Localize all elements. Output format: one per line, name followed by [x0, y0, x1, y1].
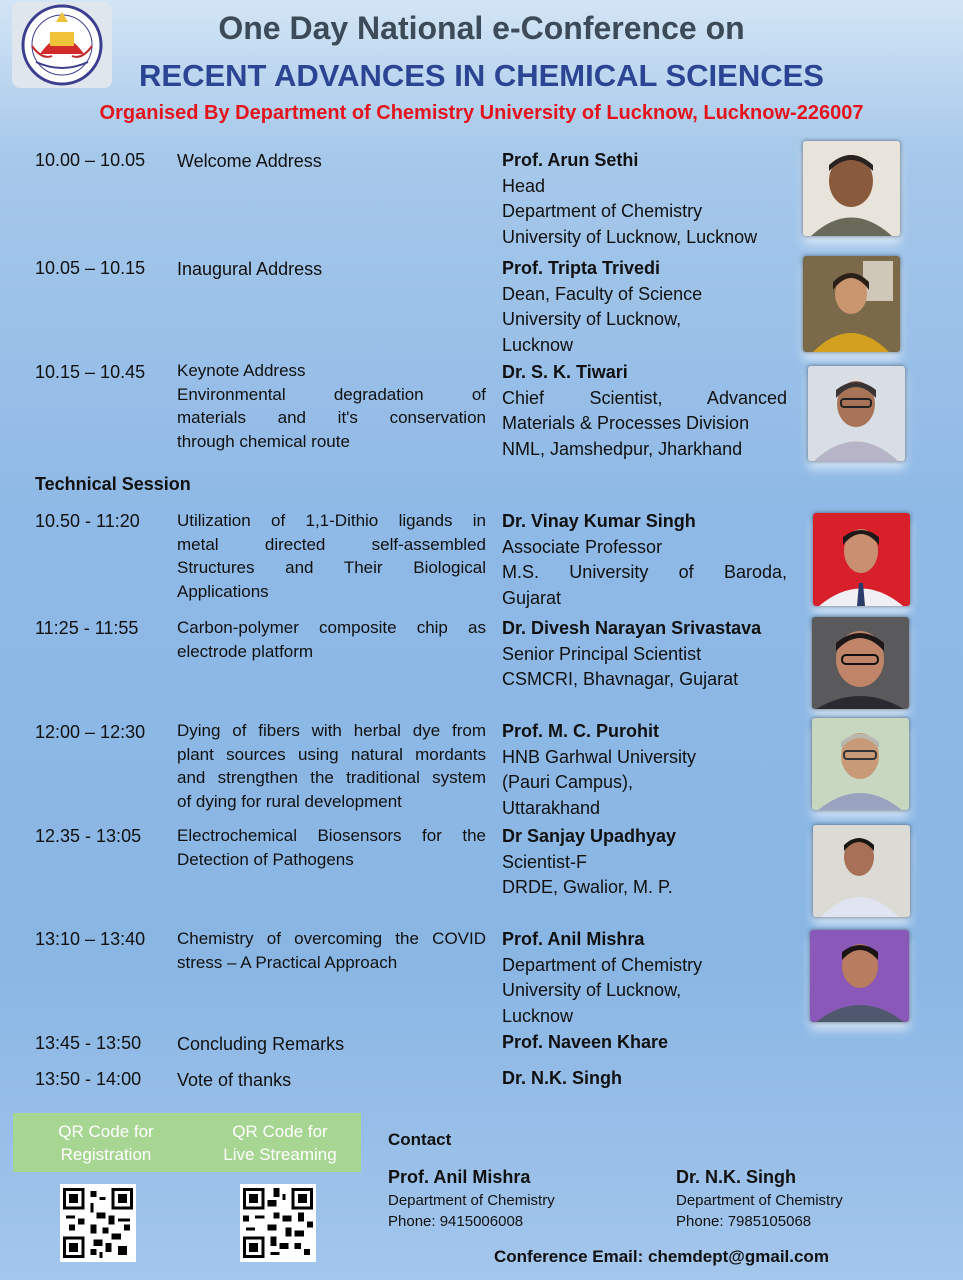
- contact-name: Dr. N.K. Singh: [676, 1167, 797, 1187]
- speaker-name: Prof. Anil Mishra: [502, 929, 645, 949]
- session-topic: Welcome Address: [177, 151, 322, 171]
- speaker-name: Prof. Naveen Khare: [502, 1032, 669, 1052]
- session-topic: Inaugural Address: [177, 259, 323, 279]
- speaker-photo: [813, 825, 910, 917]
- qr-streaming-label: QR Code for Live Streaming: [223, 1122, 337, 1164]
- speaker-info: Dr. Divesh Narayan Srivastava Senior Principal Scientist CSMCRI, Bhavnagar, Gujarat: [502, 616, 787, 693]
- speaker-info: Dr. Vinay Kumar Singh Associate Professor M.S. University of Baroda, Gujarat: [502, 511, 787, 608]
- qr-registration-label: QR Code for Registration: [58, 1122, 154, 1164]
- contact-dept: Department of Chemistry: [388, 1192, 555, 1209]
- speaker-photo: [810, 930, 909, 1022]
- session-time: 10.05 – 10.15: [35, 258, 146, 278]
- contact-name: Prof. Anil Mishra: [388, 1167, 531, 1187]
- session-topic: Vote of thanks: [177, 1070, 292, 1090]
- speaker-info: [502, 1066, 787, 1092]
- session-time: 13:10 – 13:40: [35, 929, 146, 949]
- speaker-photo: [813, 513, 910, 606]
- speaker-photo: [803, 141, 900, 236]
- session-time: 12:00 – 12:30: [35, 722, 146, 742]
- speaker-photo: [812, 718, 909, 810]
- qr-code-live-streaming[interactable]: [240, 1184, 316, 1262]
- contact-dept: Department of Chemistry: [676, 1192, 843, 1209]
- speaker-info: Prof. Arun Sethi Head Department of Chemistry University of Lucknow, Lucknow: [502, 148, 787, 250]
- session-topic: Chemistry of overcoming the COVID stress – A Practical Approach: [177, 929, 486, 972]
- session-topic: Dying of fibers with herbal dye from plant sources using natural mordants and strengthen the traditional system of dying for rural development: [177, 721, 486, 811]
- contact-phone: Phone: 7985105068: [676, 1213, 812, 1230]
- speaker-photo: [803, 256, 900, 352]
- session-topic: Utilization of 1,1-Dithio ligands in metal directed self-assembled Structures and Their Biological Applications: [177, 511, 486, 601]
- contact-phone: Phone: 9415006008: [388, 1213, 524, 1230]
- speaker-info: Dr Sanjay Upadhyay Scientist-F DRDE, Gwalior, M. P.: [502, 824, 787, 901]
- contact-heading: Contact: [388, 1130, 452, 1149]
- session-time: 10.00 – 10.05: [35, 150, 146, 170]
- session-time: 10.15 – 10.45: [35, 362, 146, 382]
- session-time: 10.50 - 11:20: [35, 511, 140, 531]
- session-time: 13:45 - 13:50: [35, 1033, 142, 1053]
- session-topic: Concluding Remarks: [177, 1034, 345, 1054]
- speaker-info: Prof. M. C. Purohit HNB Garhwal University (Pauri Campus), Uttarakhand: [502, 719, 787, 821]
- session-topic: Carbon-polymer composite chip as electrode platform: [177, 618, 486, 661]
- technical-session-heading: Technical Session: [35, 474, 191, 494]
- conference-email[interactable]: Conference Email: chemdept@gmail.com: [494, 1247, 829, 1266]
- speaker-photo: [808, 366, 905, 461]
- speaker-info: [502, 1030, 787, 1056]
- speaker-name: Dr. Vinay Kumar Singh: [502, 511, 696, 531]
- session-time: 11:25 - 11:55: [35, 618, 139, 638]
- session-topic: Keynote Address Environmental degradation of materials and it's conservation through chemical route: [177, 361, 486, 451]
- speaker-name: Dr. Divesh Narayan Srivastava: [502, 618, 762, 638]
- speaker-info: Prof. Tripta Trivedi Dean, Faculty of Science University of Lucknow, Lucknow: [502, 256, 787, 358]
- session-time: 13:50 - 14:00: [35, 1069, 142, 1089]
- speaker-name: Prof. Arun Sethi: [502, 150, 639, 170]
- conference-title-line1: One Day National e-Conference on: [218, 10, 745, 46]
- organiser-line: Organised By Department of Chemistry University of Lucknow, Lucknow-226007: [99, 102, 864, 124]
- speaker-name: Dr Sanjay Upadhyay: [502, 826, 677, 846]
- session-time: 12.35 - 13:05: [35, 826, 142, 846]
- speaker-photo: [812, 617, 909, 709]
- speaker-info: Dr. S. K. Tiwari Chief Scientist, Advanced Materials & Processes Division NML, Jamshedpur, Jharkhand: [502, 362, 787, 459]
- speaker-name: Dr. S. K. Tiwari: [502, 362, 628, 382]
- conference-title-line2: RECENT ADVANCES IN CHEMICAL SCIENCES: [139, 58, 824, 93]
- speaker-name: Prof. Tripta Trivedi: [502, 258, 661, 278]
- qr-code-registration[interactable]: [60, 1184, 136, 1262]
- session-topic: Electrochemical Biosensors for the Detection of Pathogens: [177, 826, 486, 869]
- speaker-info: Prof. Anil Mishra Department of Chemistry University of Lucknow, Lucknow: [502, 927, 787, 1029]
- speaker-name: Dr. N.K. Singh: [502, 1068, 623, 1088]
- speaker-name: Prof. M. C. Purohit: [502, 721, 659, 741]
